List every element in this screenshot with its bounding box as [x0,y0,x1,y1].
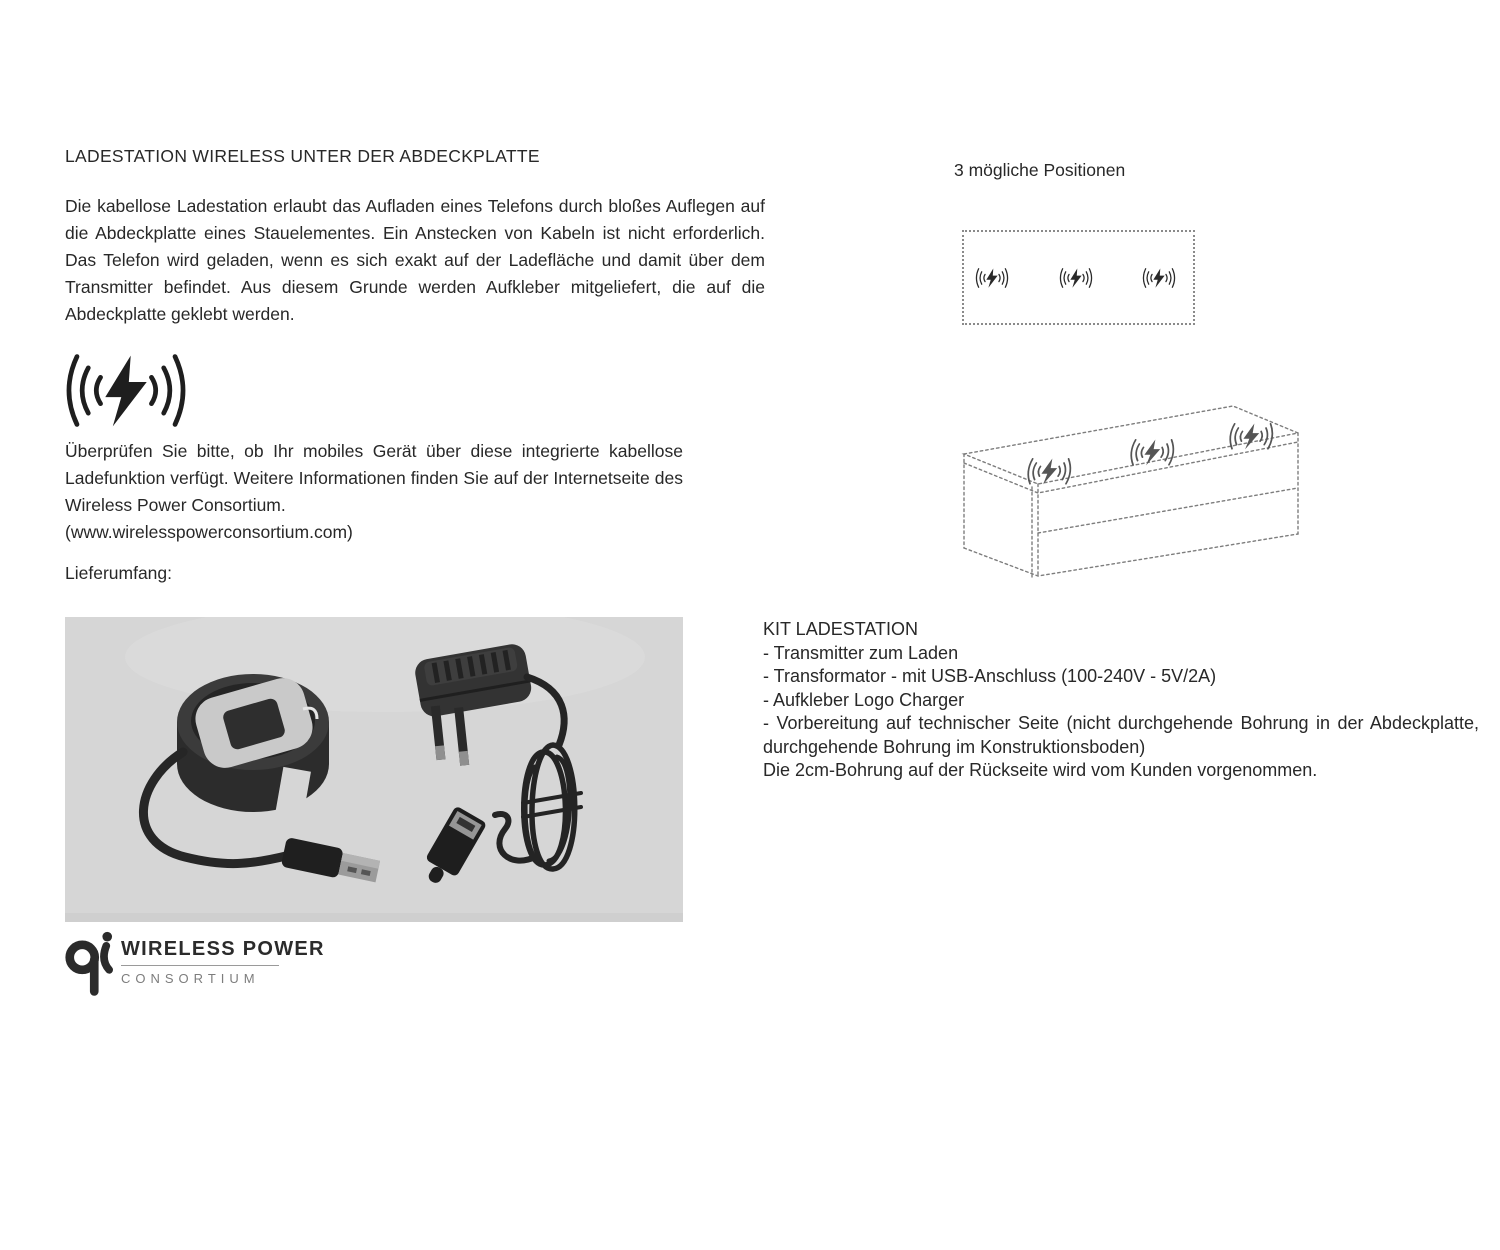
page-title: LADESTATION WIRELESS UNTER DER ABDECKPLATTE [65,146,540,166]
position-marker-wireless-icon [974,265,1010,291]
kit-item: - Aufkleber Logo Charger [763,689,965,710]
qi-logo-line2: CONSORTIUM [121,971,260,986]
compatibility-paragraph: Überprüfen Sie bitte, ob Ihr mobiles Gerät über diese integrierte kabellose Ladefunktion verfügt. Weitere Informationen finden Sie auf der Internetseite des Wireless Power Consortium. [65,441,683,515]
qi-logo-line1: WIRELESS POWER [121,938,325,960]
kit-title: KIT LADESTATION [763,619,919,639]
cabinet-position-marker-icon [1027,458,1072,484]
cabinet-diagram [950,396,1318,588]
wireless-charging-icon [60,341,192,440]
kit-item: - Vorbereitung auf technischer Seite (nicht durchgehende Bohrung in der Abdeckplatte, durchgehende Bohrung im Konstruktionsboden) [763,713,1479,757]
qi-logo-text [121,930,325,986]
qi-logo-divider [121,965,279,966]
position-marker-wireless-icon [1141,265,1177,291]
consortium-url: (www.wirelesspowerconsortium.com) [65,522,353,542]
lieferumfang-label: Lieferumfang: [65,563,173,583]
compatibility-block [65,438,683,546]
kit-item: - Transmitter zum Laden [763,642,959,663]
position-marker-wireless-icon [1058,265,1094,291]
kit-block [763,618,1479,783]
kit-item: - Transformator - mit USB-Anschluss (100-240V - 5V/2A) [763,666,1217,686]
positions-title: 3 mögliche Positionen [954,160,1126,180]
qi-logo-mark [63,930,113,1002]
intro-paragraph: Die kabellose Ladestation erlaubt das Aufladen eines Telefons durch bloßes Auflegen auf die Abdeckplatte eines Stauelementes. Ein Anstecken von Kabeln ist nicht erforderlich. Das Telefon wird geladen, wenn es sich exakt auf der Ladefläche und damit über dem Transmitter befindet. Aus diesem Grunde werden Aufkleber mitgeliefert, die auf die Abdeckplatte geklebt werden. [65,196,765,324]
qi-logo [63,930,325,1002]
product-photo [65,617,683,922]
positions-diagram [962,230,1195,325]
kit-item: Die 2cm-Bohrung auf der Rückseite wird vom Kunden vorgenommen. [763,760,1318,780]
